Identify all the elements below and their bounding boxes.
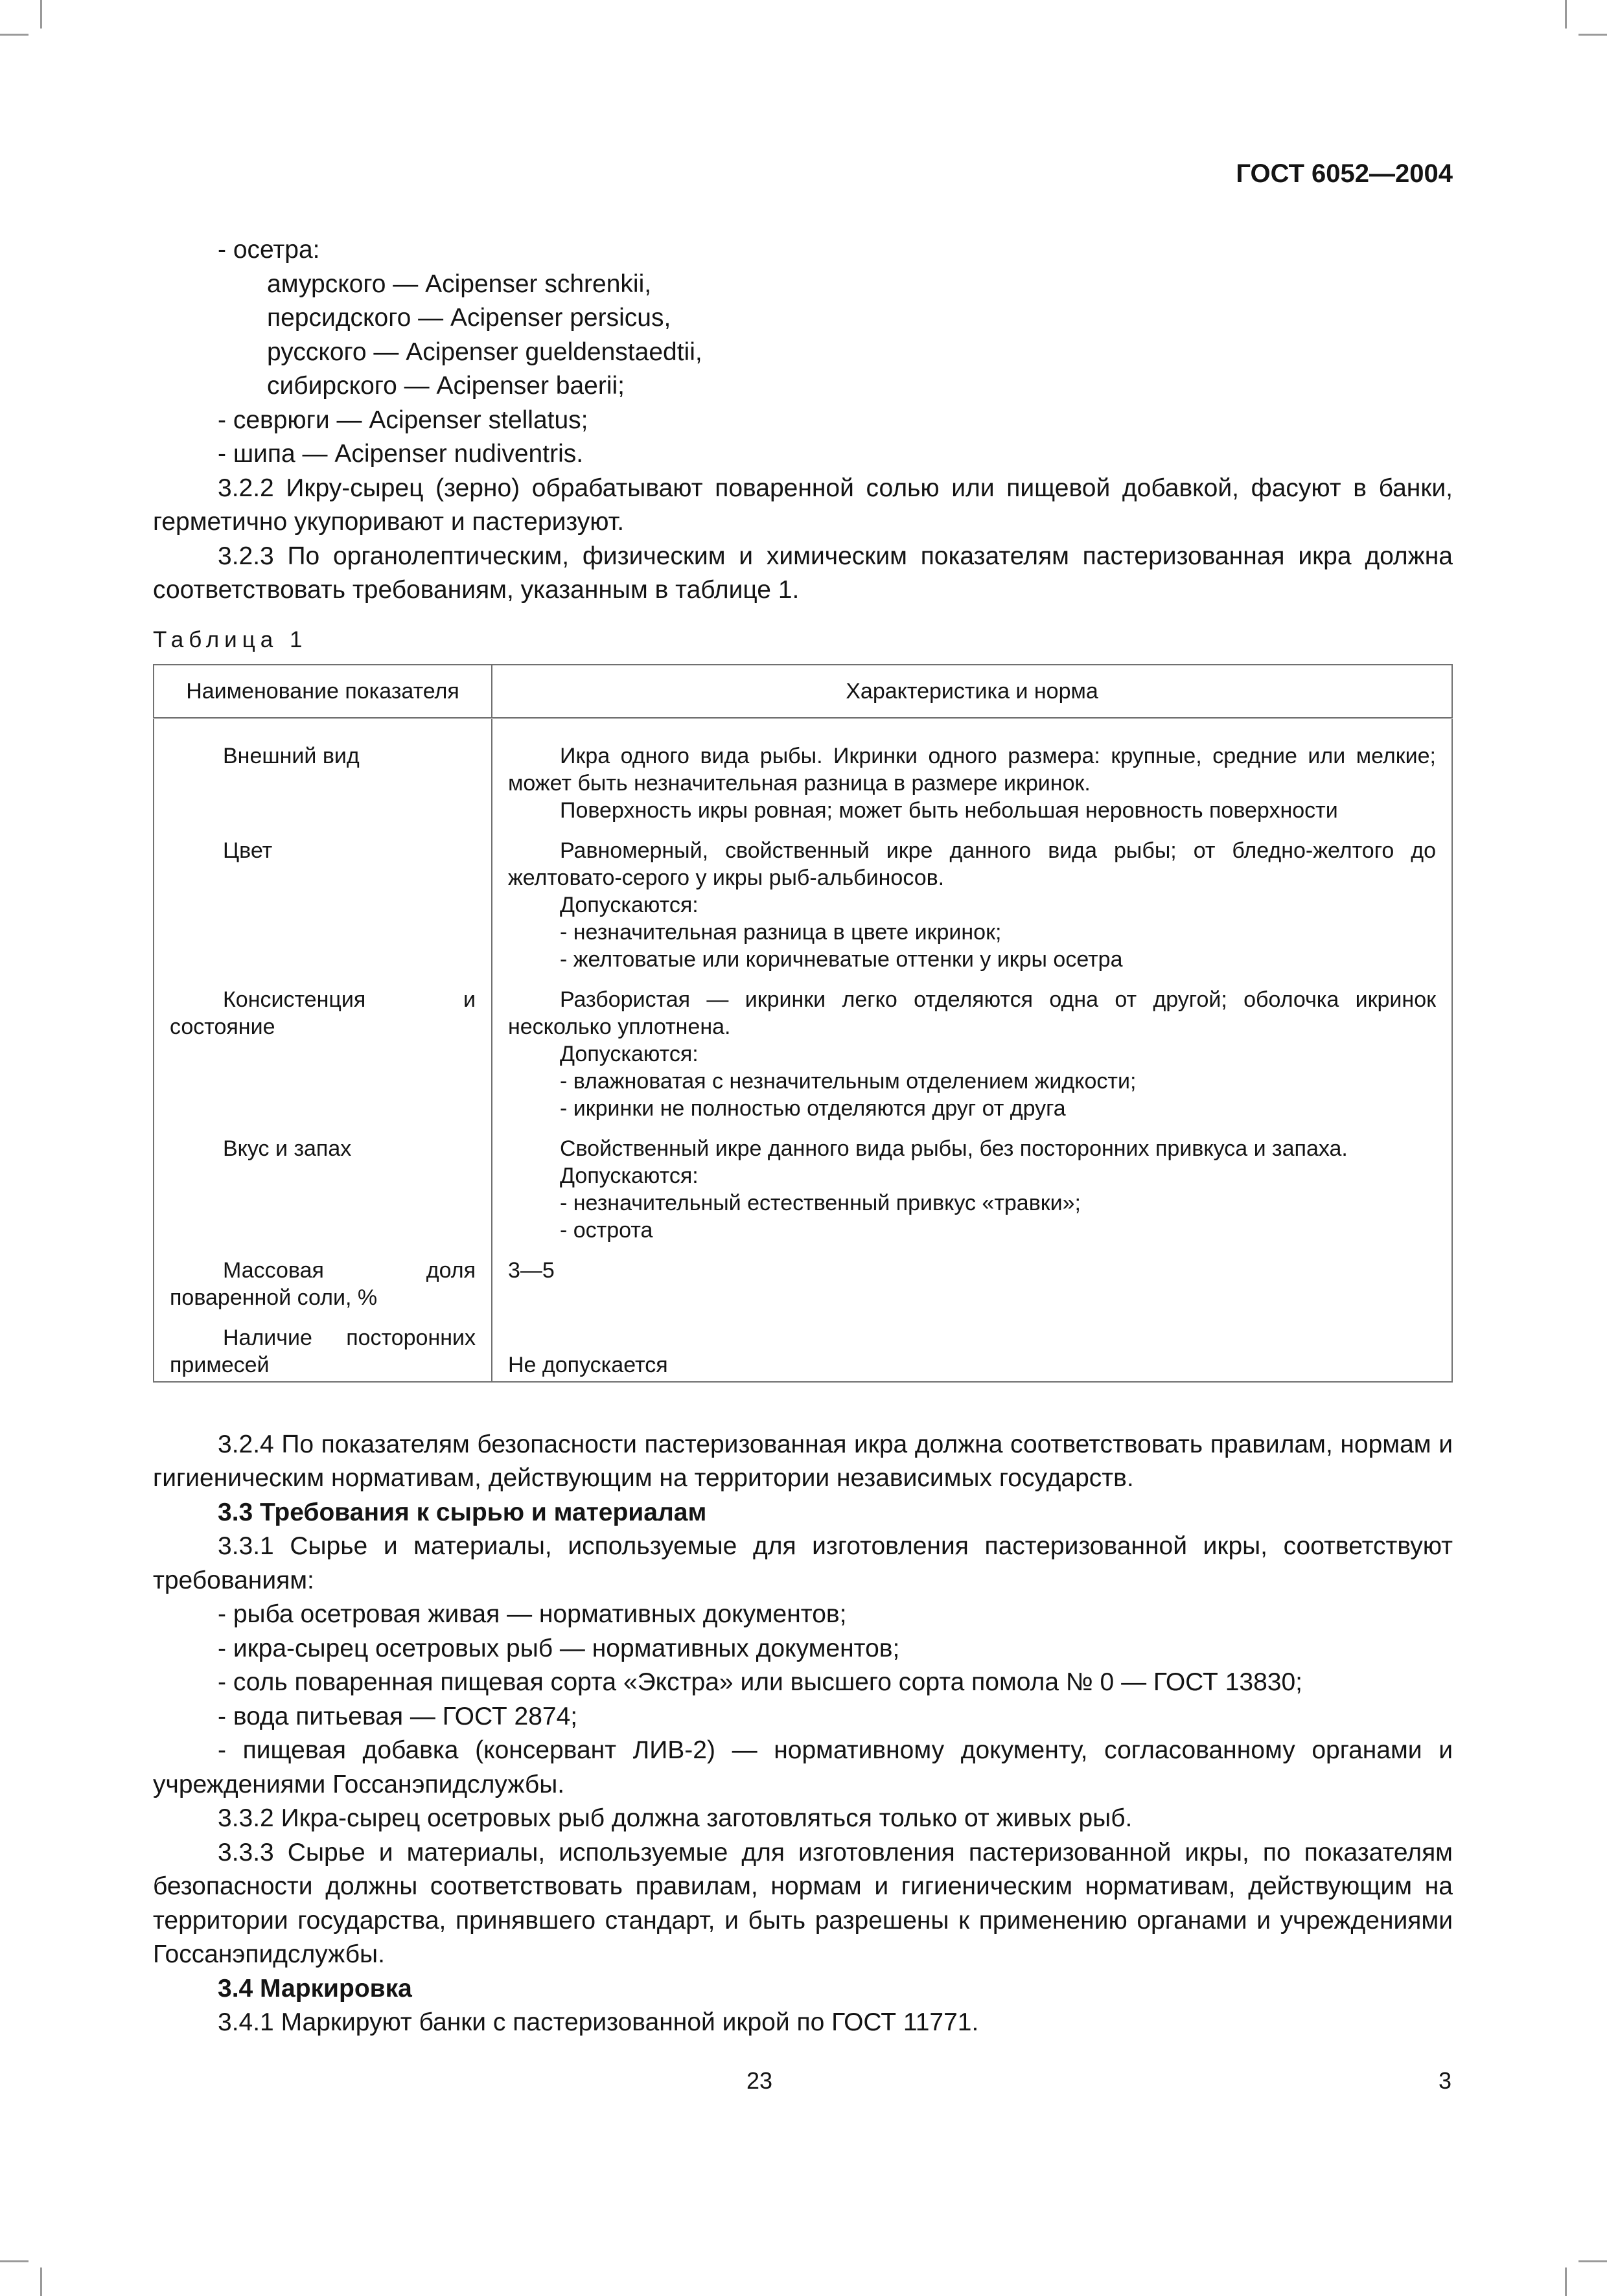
list-item: - севрюги — Acipenser stellatus; <box>218 406 588 434</box>
table-header-row <box>154 665 1452 718</box>
norm-allow-label: Допускаются: <box>560 1163 699 1188</box>
table-caption: Таблица 1 <box>153 626 308 652</box>
indicator-name: Внешний вид <box>154 718 492 825</box>
norm-list-item: - желтоватые или коричневатые оттенки у икры осетра <box>560 947 1123 972</box>
list-item: амурского — Acipenser schrenkii, <box>267 270 652 298</box>
list-item: - шипа — Acipenser nudiventris. <box>218 440 584 468</box>
page-number-right: 3 <box>1438 2067 1451 2094</box>
list-item: - вода питьевая — ГОСТ 2874; <box>218 1702 578 1730</box>
crop-mark <box>1565 0 1567 29</box>
crop-mark <box>40 0 42 29</box>
crop-mark <box>0 34 29 36</box>
paragraph-3-2-4: 3.2.4 По показателям безопасности пастеризованная икра должна соответствовать правилам, нормам и гигиеническим нормативам, действующим на территории независимых государств. <box>153 1430 1453 1492</box>
indicator-norm <box>492 1123 1452 1245</box>
list-item: русского — Acipenser gueldenstaedtii, <box>267 338 702 366</box>
norm-list-item: - незначительная разница в цвете икринок; <box>560 919 1002 945</box>
list-item: - осетра: <box>218 236 320 264</box>
norm-list-item: - влажноватая с незначительным отделением жидкости; <box>560 1068 1137 1094</box>
section-heading-3-3: 3.3 Требования к сырью и материалам <box>218 1498 707 1526</box>
list-item: персидского — Acipenser persicus, <box>267 304 671 332</box>
paragraph-3-3-1: 3.3.1 Сырье и материалы, используемые для изготовления пастеризованной икры, соответствуют требованиям: <box>153 1532 1453 1594</box>
requirements-table <box>153 664 1453 1383</box>
indicator-norm <box>492 974 1452 1123</box>
paragraph-3-3-3: 3.3.3 Сырье и материалы, используемые для изготовления пастеризованной икры, по показателям безопасности должны соответствовать правилам, нормам и гигиеническим нормативам, действующим на территории государства, принявшего стандарт, и быть разрешены к применению органами и учреждениями Госсанэпидслужбы. <box>153 1838 1453 1968</box>
section-heading-3-4: 3.4 Маркировка <box>218 1974 412 2003</box>
indicator-name: Цвет <box>154 825 492 974</box>
indicator-value: Не допускается <box>492 1313 1452 1382</box>
table-row <box>154 1313 1452 1382</box>
norm-text: Равномерный, свойственный икре данного вида рыбы; от бледно-желтого до желтовато-серого у икры рыб-альбиносов. <box>508 838 1436 890</box>
table-row <box>154 825 1452 974</box>
indicator-norm <box>492 825 1452 974</box>
list-item: - икра-сырец осетровых рыб — нормативных документов; <box>218 1634 900 1662</box>
crop-mark <box>40 2267 42 2296</box>
column-header-norm: Характеристика и норма <box>492 665 1452 718</box>
norm-list-item: - незначительный естественный привкус «травки»; <box>560 1190 1081 1215</box>
paragraph-3-4-1: 3.4.1 Маркируют банки с пастеризованной икрой по ГОСТ 11771. <box>218 2008 979 2036</box>
norm-text: Икра одного вида рыбы. Икринки одного размера: крупные, средние или мелкие; может быть незначительная разница в размере икринок. <box>508 743 1436 796</box>
norm-list-item: - острота <box>560 1217 653 1243</box>
norm-allow-label: Допускаются: <box>560 1041 699 1066</box>
indicator-name: Наличие посторонних примесей <box>154 1313 492 1382</box>
indicator-norm <box>492 718 1452 825</box>
list-item: - рыба осетровая живая — нормативных документов; <box>218 1600 847 1628</box>
paragraph-3-3-2: 3.3.2 Икра-сырец осетровых рыб должна заготовляться только от живых рыб. <box>218 1804 1133 1832</box>
norm-text: Поверхность икры ровная; может быть небольшая неровность поверхности <box>560 798 1338 823</box>
page-body <box>153 233 1453 2040</box>
document-id: ГОСТ 6052—2004 <box>1236 159 1453 188</box>
column-header-indicator: Наименование показателя <box>154 665 492 718</box>
norm-list-item: - икринки не полностью отделяются друг от друга <box>560 1096 1066 1121</box>
indicator-value: 3—5 <box>492 1245 1452 1313</box>
table-row <box>154 1245 1452 1313</box>
indicator-name: Вкус и запах <box>154 1123 492 1245</box>
norm-text: Свойственный икре данного вида рыбы, без посторонних привкуса и запаха. <box>560 1136 1348 1161</box>
indicator-name: Консистенция и состояние <box>154 974 492 1123</box>
paragraph-3-2-2: 3.2.2 Икру-сырец (зерно) обрабатывают поваренной солью или пищевой добавкой, фасуют в банки, герметично укупоривают и пастеризуют. <box>153 474 1453 536</box>
list-item: - соль поваренная пищевая сорта «Экстра» или высшего сорта помола № 0 — ГОСТ 13830; <box>218 1668 1302 1696</box>
table-row <box>154 974 1452 1123</box>
crop-mark <box>0 2260 29 2262</box>
list-item: сибирского — Acipenser baerii; <box>267 372 625 400</box>
paragraph-3-2-3: 3.2.3 По органолептическим, физическим и химическим показателям пастеризованная икра должна соответствовать требованиям, указанным в таблице 1. <box>153 542 1453 604</box>
crop-mark <box>1578 2260 1607 2262</box>
indicator-name: Массовая доля поваренной соли, % <box>154 1245 492 1313</box>
crop-mark <box>1578 34 1607 36</box>
list-item: - пищевая добавка (консервант ЛИВ-2) — нормативному документу, согласованному органами и учреждениями Госсанэпидслужбы. <box>153 1736 1453 1798</box>
norm-text: Разбористая — икринки легко отделяются одна от другой; оболочка икринок несколько уплотнена. <box>508 987 1436 1039</box>
table-row <box>154 1123 1452 1245</box>
table-row <box>154 718 1452 825</box>
norm-allow-label: Допускаются: <box>560 892 699 917</box>
crop-mark <box>1565 2267 1567 2296</box>
page-number-center: 23 <box>746 2067 773 2094</box>
